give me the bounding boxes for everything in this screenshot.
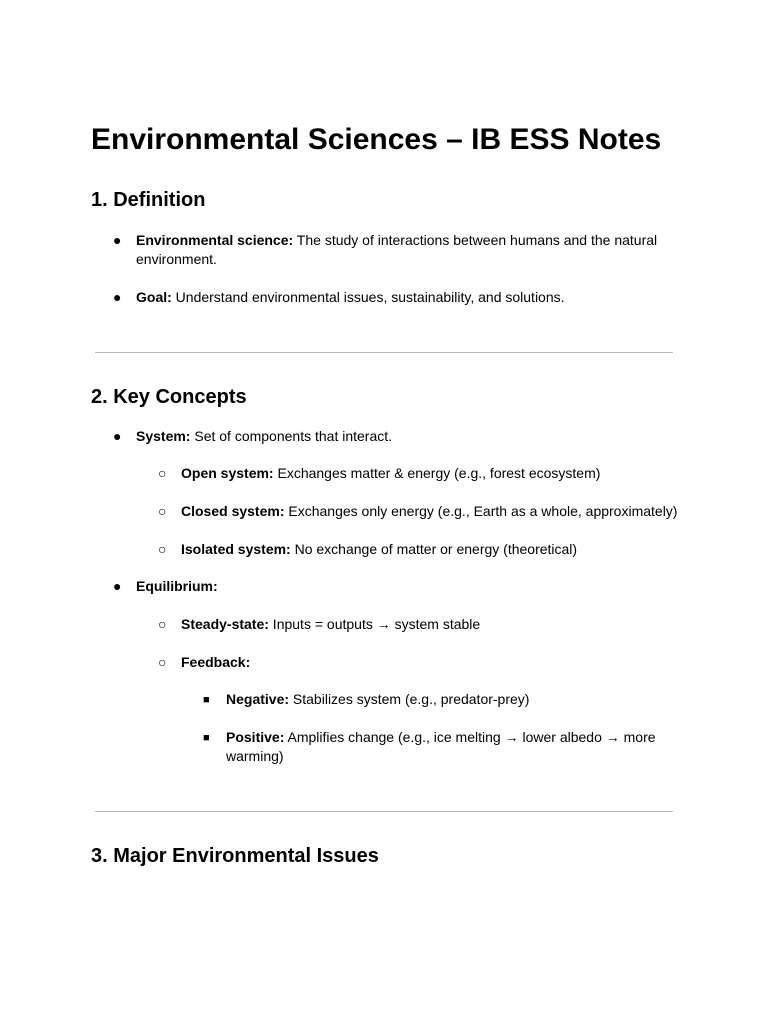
item-label: Equilibrium: xyxy=(136,578,218,594)
list-item xyxy=(226,728,676,766)
item-label: Open system: xyxy=(181,465,274,481)
list-item xyxy=(181,653,681,672)
list-item xyxy=(136,288,676,307)
item-label: Steady-state: xyxy=(181,616,269,632)
item-label: Feedback: xyxy=(181,654,251,670)
section-divider xyxy=(95,352,673,353)
item-text: Understand environmental issues, sustainability, and solutions. xyxy=(171,289,565,305)
bullet-disc: ● xyxy=(113,289,122,305)
item-label: Positive: xyxy=(226,729,285,745)
list-item xyxy=(181,464,681,483)
list-item xyxy=(136,577,676,596)
section-divider xyxy=(95,811,673,812)
list-item xyxy=(181,540,681,559)
bullet-disc: ● xyxy=(113,578,122,594)
item-label: Goal: xyxy=(136,289,172,305)
bullet-square: ■ xyxy=(203,732,210,744)
item-text: Amplifies change (e.g., ice melting → lower albedo → more warming) xyxy=(226,729,656,764)
item-text: Exchanges matter & energy (e.g., forest ecosystem) xyxy=(273,465,601,481)
item-text: Set of components that interact. xyxy=(190,428,393,444)
item-text: The study of interactions between humans and the natural environment. xyxy=(136,232,658,267)
list-item xyxy=(226,690,676,709)
item-label: Negative: xyxy=(226,691,290,707)
item-text: Stabilizes system (e.g., predator-prey) xyxy=(289,691,530,707)
bullet-disc: ● xyxy=(113,428,122,444)
section-heading-major-issues: 3. Major Environmental Issues xyxy=(91,845,379,867)
item-text: Inputs = outputs → system stable xyxy=(268,616,481,632)
item-label: Closed system: xyxy=(181,503,285,519)
section-heading-key-concepts: 2. Key Concepts xyxy=(91,386,247,408)
bullet-circle: ○ xyxy=(158,465,167,481)
item-label: System: xyxy=(136,428,191,444)
bullet-disc: ● xyxy=(113,232,122,248)
bullet-square: ■ xyxy=(203,694,210,706)
item-label: Isolated system: xyxy=(181,541,291,557)
list-item xyxy=(136,427,676,446)
bullet-circle: ○ xyxy=(158,541,167,557)
list-item xyxy=(136,231,676,269)
bullet-circle: ○ xyxy=(158,654,167,670)
item-label: Environmental science: xyxy=(136,232,294,248)
bullet-circle: ○ xyxy=(158,616,167,632)
section-heading-definition: 1. Definition xyxy=(91,189,206,211)
item-text: Exchanges only energy (e.g., Earth as a whole, approximately) xyxy=(284,503,678,519)
document-title: Environmental Sciences – IB ESS Notes xyxy=(91,123,662,156)
list-item xyxy=(181,615,681,634)
item-text: No exchange of matter or energy (theoretical) xyxy=(290,541,578,557)
bullet-circle: ○ xyxy=(158,503,167,519)
list-item xyxy=(181,502,681,521)
